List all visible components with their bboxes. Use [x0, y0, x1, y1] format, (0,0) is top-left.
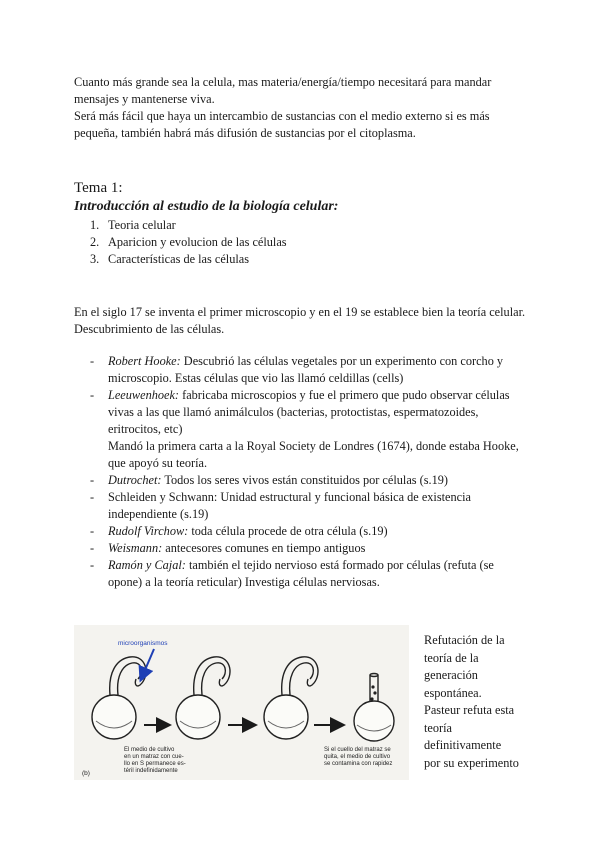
discovery-item	[90, 387, 530, 472]
discovery-item	[90, 540, 530, 557]
discoveries-list	[90, 353, 530, 591]
outline-text: Teoria celular	[108, 218, 176, 232]
caption-line: Refutación de la	[424, 633, 505, 647]
outline-text: Características de las células	[108, 252, 250, 266]
list-dash: -	[90, 558, 95, 572]
discovery-text: también el tejido nervioso está formado por células (refuta (se opone) a la teoría reticular) Investiga células nerviosas.	[108, 558, 494, 589]
outline-number: 3.	[90, 252, 100, 266]
outline-item	[90, 217, 287, 234]
list-dash: -	[90, 490, 95, 504]
history-paragraph: En el siglo 17 se inventa el primer microscopio y en el 19 se establece bien la teoría celular.	[74, 305, 526, 319]
discovery-text: Descubrió las células vegetales por un experimento con corcho y microscopio. Estas células que vio las llamó celdillas (cells)	[108, 354, 504, 385]
scientist-name: Rudolf Virchow:	[108, 524, 189, 538]
scientist-name: Ramón y Cajal:	[108, 558, 186, 572]
caption-line: por su experimento	[424, 755, 519, 770]
micro-label: microorganismos	[118, 640, 168, 647]
fig-text: El medio de cultivo	[124, 747, 175, 753]
discovery-item	[90, 523, 530, 540]
caption-line: Pasteur refuta esta	[424, 703, 515, 717]
figure-caption	[424, 632, 532, 772]
list-dash: -	[90, 541, 95, 555]
outline-item	[90, 251, 287, 268]
scientist-name: Leeuwenhoek:	[108, 388, 180, 402]
scientist-name: Weismann:	[108, 541, 163, 555]
flask-diagram	[74, 625, 409, 780]
scientist-name: Dutrochet:	[108, 473, 162, 487]
intro-paragraph-1: Cuanto más grande sea la celula, mas materia/energía/tiempo necesitará para mandar mensajes y mantenerse viva.	[74, 75, 492, 106]
discovery-text: toda célula procede de otra célula (s.19)	[188, 524, 388, 538]
fig-text: en un matraz con cue-	[124, 754, 184, 760]
list-dash: -	[90, 473, 95, 487]
list-dash: -	[90, 388, 95, 402]
pasteur-experiment-figure	[74, 625, 409, 780]
topic-title: Tema 1:	[74, 180, 123, 196]
intro-paragraph-2: Será más fácil que haya un intercambio de sustancias con el medio externo si es más pequeña, también habrá más difusión de sustancias por el citoplasma.	[74, 109, 490, 140]
caption-line: teoría de la	[424, 650, 479, 665]
discovery-item	[90, 472, 530, 489]
list-dash: -	[90, 524, 95, 538]
panel-label: (b)	[82, 770, 90, 777]
caption-line: teoría	[424, 720, 452, 735]
outline-item	[90, 234, 287, 251]
fig-text: téril indefinidamente	[124, 768, 178, 774]
list-dash: -	[90, 354, 95, 368]
discovery-extra: Mandó la primera carta a la Royal Society de Londres (1674), donde estaba Hooke, que apoyó su teoría.	[108, 439, 519, 470]
topic-outline	[90, 217, 287, 268]
caption-line: definitivamente	[424, 738, 502, 752]
caption-line: espontánea.	[424, 685, 482, 700]
discovery-item	[90, 489, 530, 523]
fig-text: se contamina con rapidez	[324, 761, 393, 767]
discovery-text: Todos los seres vivos están constituidos por células (s.19)	[161, 473, 448, 487]
discovery-item	[90, 557, 530, 591]
outline-text: Aparicion y evolucion de las células	[108, 235, 287, 249]
history-section	[74, 304, 534, 338]
fig-text: llo en S permanece es-	[124, 761, 186, 767]
outline-number: 1.	[90, 218, 100, 232]
intro-section	[74, 74, 534, 142]
discovery-text: Schleiden y Schwann: Unidad estructural y funcional básica de existencia independiente (s.19)	[108, 490, 471, 521]
fig-text: quita, el medio de cultivo	[324, 754, 391, 760]
discoveries-heading: Descubrimiento de las células.	[74, 322, 225, 336]
discovery-text: fabricaba microscopios y fue el primero que pudo observar células vivas a las que llamó animálculos (bacterias, protoctistas, espermatozoides, eritrocitos, etc)	[108, 388, 510, 436]
caption-line: generación	[424, 668, 478, 682]
figure-right-caption	[324, 747, 392, 767]
outline-number: 2.	[90, 235, 100, 249]
discovery-item	[90, 353, 530, 387]
scientist-name: Robert Hooke:	[108, 354, 181, 368]
discovery-text: antecesores comunes en tiempo antiguos	[162, 541, 366, 555]
fig-text: Si el cuello del matraz se	[324, 747, 391, 753]
topic-subtitle: Introducción al estudio de la biología celular:	[74, 199, 339, 214]
